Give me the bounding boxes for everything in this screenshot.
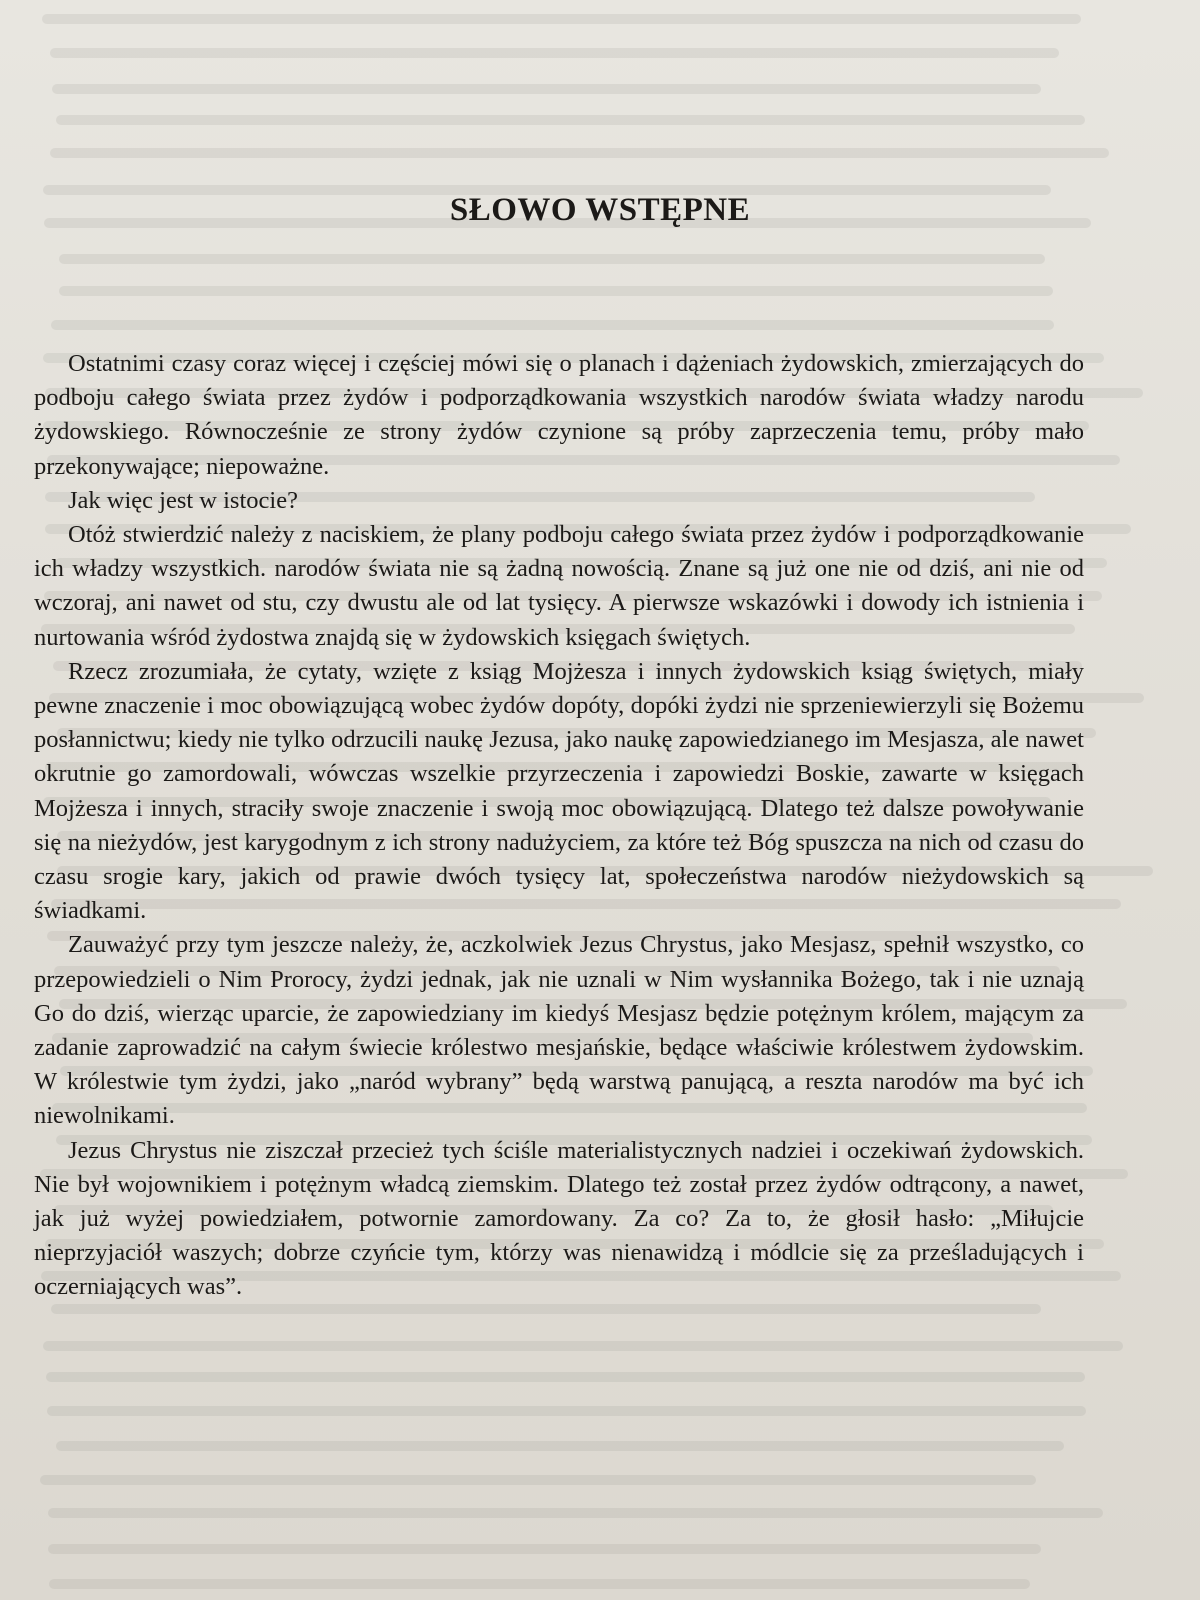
show-through-line — [48, 1508, 1103, 1518]
show-through-line — [52, 84, 1041, 94]
show-through-line — [40, 1475, 1036, 1485]
show-through-line — [48, 1544, 1041, 1554]
show-through-line — [56, 115, 1085, 125]
page-title: SŁOWO WSTĘPNE — [449, 192, 751, 228]
paragraph: Zauważyć przy tym jeszcze należy, że, aczkolwiek Jezus Chrystus, jako Mesjasz, spełnił wszystko, co przepowiedzieli o Nim Prorocy, żydzi jednak, jak nie uznali w Nim wysłannika Bożego, tak i nie uznają Go do dziś, wierząc uparcie, że zapowiedziany im kiedyś Mesjasz będzie potężnym królem, mającym za zadanie zaprowadzić na całym świecie królestwo mesjańskie, będące właściwie królestwem żydowskim. W królestwie tym żydzi, jako „naród wybrany” będą warstwą panującą, a reszta narodów ma być ich niewolnikami. — [34, 931, 1084, 1130]
show-through-line — [56, 1441, 1064, 1451]
show-through-line — [43, 1341, 1123, 1351]
show-through-line — [59, 286, 1053, 296]
show-through-line — [59, 254, 1045, 264]
show-through-line — [47, 1406, 1086, 1416]
body-text — [34, 347, 1084, 1305]
show-through-line — [51, 1304, 1041, 1314]
show-through-line — [50, 48, 1059, 58]
show-through-line — [50, 148, 1109, 158]
paragraph: Ostatnimi czasy coraz więcej i częściej mówi się o planach i dążeniach żydowskich, zmierzających do podboju całego świata przez żydów i podporządkowania wszystkich narodów świata władzy narodu żydowskiego. Równocześnie ze strony żydów czynione są próby zaprzeczenia temu, próby mało przekonywające; niepoważne. — [34, 350, 1084, 480]
show-through-line — [42, 14, 1081, 24]
paragraph: Rzecz zrozumiała, że cytaty, wzięte z ksiąg Mojżesza i innych żydowskich ksiąg świętych, miały pewne znaczenie i moc obowiązującą wobec żydów dopóty, dopóki żydzi nie sprzeniewierzyli się Bożemu posłannictwu; kiedy nie tylko odrzucili naukę Jezusa, jako naukę zapowiedzianego im Mesjasza, ale nawet okrutnie go zamordowali, wówczas wszelkie przyrzeczenia i zapowiedzi Boskie, zawarte w księgach Mojżesza i innych, straciły swoje znaczenie i swoją moc obowiązującą. Dlatego też dalsze powoływanie się na nieżydów, jest karygodnym z ich strony nadużyciem, za które też Bóg spuszcza na nich od czasu do czasu srogie kary, jakich od prawie dwóch tysięcy lat, społeczeństwa narodów nieżydowskich są świadkami. — [34, 657, 1084, 925]
paragraph: Jezus Chrystus nie ziszczał przecież tych ściśle materialistycznych nadziei i oczekiwań żydowskich. Nie był wojownikiem i potężnym władcą ziemskim. Dlatego też został przez żydów odtrącony, a nawet, jak już wyżej powiedziałem, potwornie zamordowany. Za co? Za to, że głosił hasło: „Miłujcie nieprzyjaciół waszych; dobrze czyńcie tym, którzy was nienawidzą i módlcie się za prześladujących i oczerniających was”. — [34, 1136, 1084, 1301]
show-through-line — [46, 1372, 1085, 1382]
show-through-line — [49, 1579, 1030, 1589]
paragraph: Jak więc jest w istocie? — [68, 486, 298, 514]
paragraph: Otóż stwierdzić należy z naciskiem, że plany podboju całego świata przez żydów i podporządkowanie ich władzy wszystkich. narodów świata nie są żadną nowością. Znane są już one nie od dziś, ani nie od wczoraj, ani nawet od stu, czy dwustu ale od lat tysięcy. A pierwsze wskazówki i dowody ich istnienia i nurtowania wśród żydostwa znajdą się w żydowskich księgach świętych. — [34, 521, 1084, 651]
show-through-line — [51, 320, 1054, 330]
